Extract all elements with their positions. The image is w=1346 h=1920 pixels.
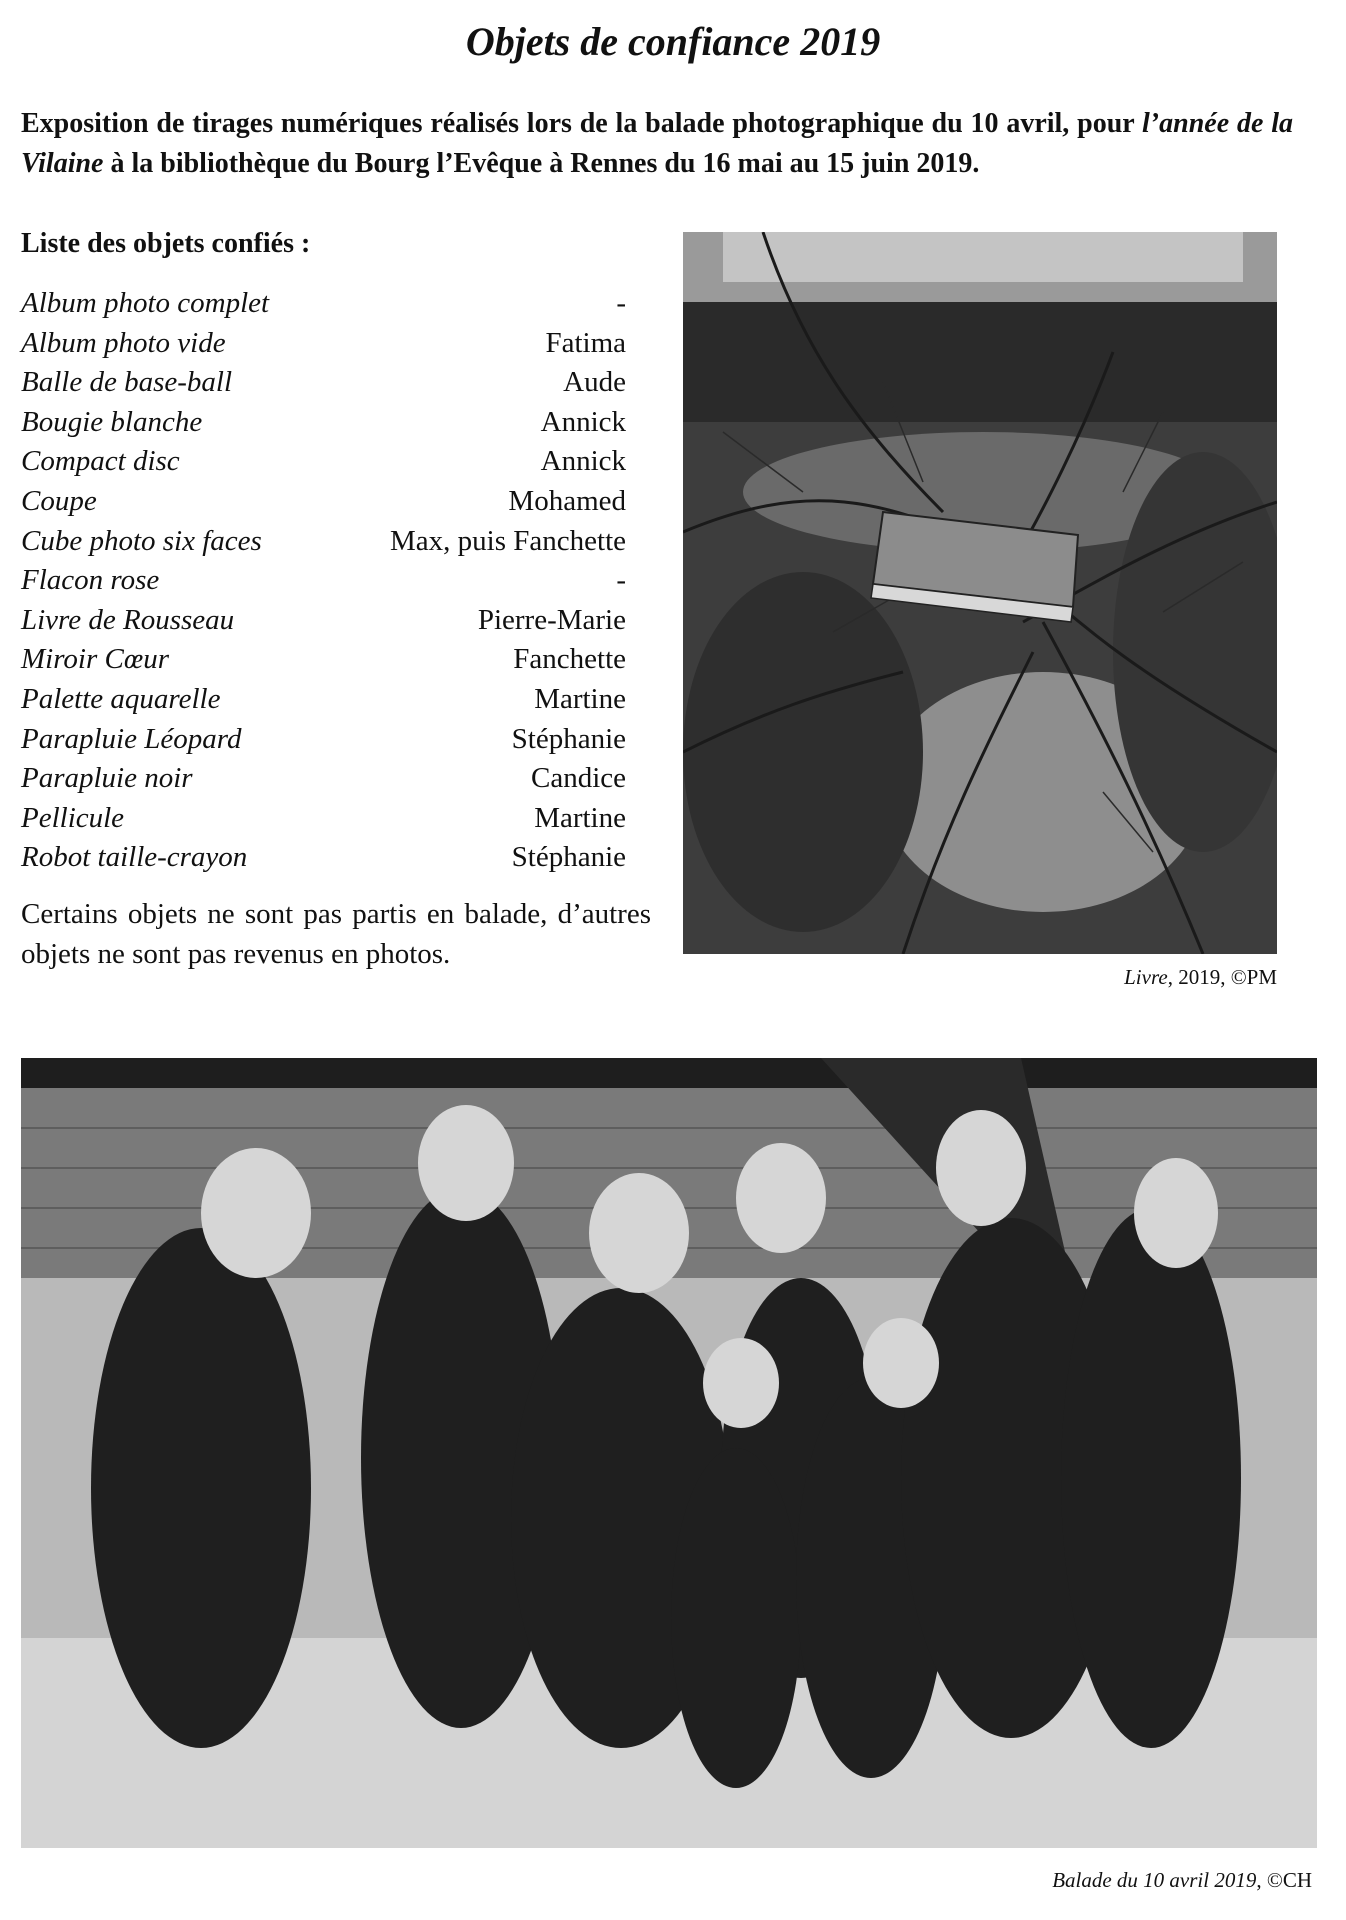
object-name: Robot taille-crayon [21, 841, 248, 874]
object-name: Coupe [21, 484, 97, 517]
list-item [21, 601, 626, 641]
list-heading: Liste des objets confiés : [21, 228, 311, 259]
page-title: Objets de confiance 2019 [465, 19, 881, 64]
group-photo [21, 1058, 1317, 1848]
object-name: Balle de base-ball [21, 366, 233, 399]
list-item [21, 799, 626, 839]
list-item [21, 561, 626, 601]
list-item [21, 284, 626, 324]
photo-caption-bottom [1052, 1868, 1312, 1893]
object-name: Livre de Rousseau [21, 603, 235, 636]
object-name: Parapluie Léopard [21, 722, 242, 755]
object-name: Miroir Cœur [21, 643, 169, 676]
list-item [21, 403, 626, 443]
object-name: Compact disc [21, 445, 180, 478]
caption-bottom-text: , ©CH [1256, 1868, 1312, 1892]
object-owner: Pierre-Marie [477, 603, 626, 636]
object-name: Pellicule [21, 801, 125, 834]
list-item [21, 680, 626, 720]
object-owner: Martine [534, 801, 626, 834]
list-item [21, 442, 626, 482]
object-owner: Mohamed [508, 484, 626, 517]
caption-bottom-italic: Balade du 10 avril 2019 [1052, 1868, 1257, 1892]
object-name: Parapluie noir [21, 762, 193, 795]
intro-paragraph [21, 104, 1293, 184]
list-item [21, 720, 626, 760]
list-item [21, 759, 626, 799]
photo-caption-top [1124, 965, 1277, 990]
object-name: Cube photo six faces [21, 524, 262, 557]
caption-top-italic: Livre [1124, 965, 1168, 989]
object-owner: - [616, 287, 626, 319]
remark-paragraph: Certains objets ne sont pas partis en balade, d’autres objets ne sont pas revenus en photos. [21, 898, 651, 970]
object-name: Album photo complet [21, 287, 270, 319]
object-owner: Martine [534, 682, 626, 715]
object-name: Album photo vide [21, 326, 226, 359]
caption-top-text: , 2019, ©PM [1167, 965, 1277, 989]
intro-italic: l’année de la Vilaine [21, 108, 1293, 179]
intro-text-1: Exposition de tirages numériques réalisés lors de la balade photographique du 10 avril, pour [21, 108, 1143, 139]
object-owner: Candice [530, 762, 626, 795]
object-owner: Fanchette [513, 643, 626, 676]
object-list [21, 284, 626, 878]
object-owner: Stéphanie [511, 722, 626, 755]
object-owner: Annick [540, 445, 626, 478]
list-item [21, 838, 626, 878]
object-owner: Annick [540, 405, 626, 438]
object-owner: Stéphanie [511, 841, 626, 874]
object-owner: Fatima [545, 326, 626, 359]
list-item [21, 324, 626, 364]
list-item [21, 363, 626, 403]
object-name: Palette aquarelle [21, 682, 221, 715]
book-in-tree-photo [683, 232, 1277, 954]
object-owner: Max, puis Fanchette [390, 524, 626, 557]
object-owner: Aude [563, 366, 626, 399]
intro-text-2: à la bibliothèque du Bourg l’Evêque à Rennes du 16 mai au 15 juin 2019. [103, 148, 980, 179]
list-item [21, 482, 626, 522]
object-owner: - [616, 564, 626, 597]
object-name: Flacon rose [21, 564, 160, 597]
list-item [21, 640, 626, 680]
object-name: Bougie blanche [21, 405, 203, 438]
list-item [21, 522, 626, 562]
